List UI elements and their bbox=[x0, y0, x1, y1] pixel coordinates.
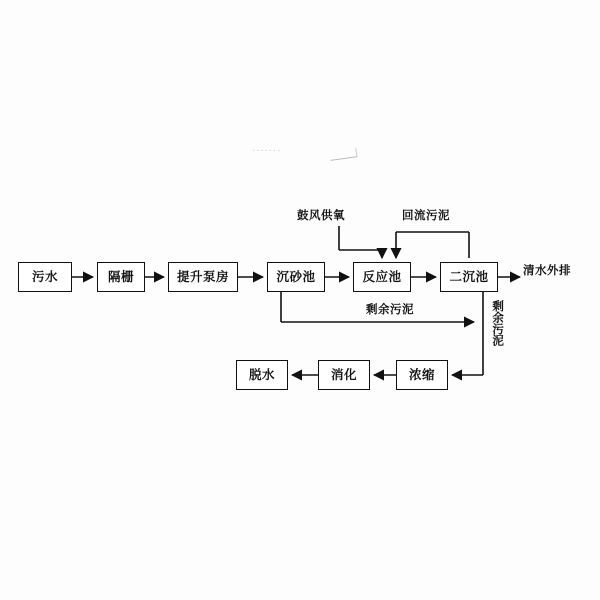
node-grille[interactable] bbox=[97, 262, 145, 292]
watermark-text: ······· bbox=[252, 146, 282, 157]
node-grit-chamber[interactable] bbox=[267, 262, 325, 292]
node-sewage[interactable] bbox=[18, 262, 72, 292]
annotation-blower-oxygen: 鼓风供氧 bbox=[297, 208, 345, 222]
node-label: 脱水 bbox=[248, 366, 275, 382]
annotation-clear-water-discharge: 清水外排 bbox=[523, 263, 571, 277]
node-label: 沉砂池 bbox=[276, 268, 316, 284]
node-label: 提升泵房 bbox=[176, 268, 229, 284]
annotation-excess-sludge: 剩余污泥 bbox=[366, 302, 414, 316]
node-label: 消化 bbox=[330, 366, 357, 382]
annotation-return-sludge: 回流污泥 bbox=[402, 208, 450, 222]
node-dewatering[interactable] bbox=[236, 360, 288, 390]
node-label: 浓缩 bbox=[408, 366, 435, 382]
annotation-excess-sludge-vertical: 剩余污泥 bbox=[491, 300, 506, 346]
node-label: 隔栅 bbox=[107, 268, 134, 284]
node-label: 污水 bbox=[31, 268, 58, 284]
node-label: 反应池 bbox=[362, 268, 402, 284]
node-pump-house[interactable] bbox=[168, 262, 238, 292]
node-reaction-tank[interactable] bbox=[353, 262, 411, 292]
node-secondary-clarifier[interactable] bbox=[440, 262, 498, 292]
node-digestion[interactable] bbox=[318, 360, 370, 390]
node-thickening[interactable] bbox=[396, 360, 448, 390]
node-label: 二沉池 bbox=[449, 268, 489, 284]
